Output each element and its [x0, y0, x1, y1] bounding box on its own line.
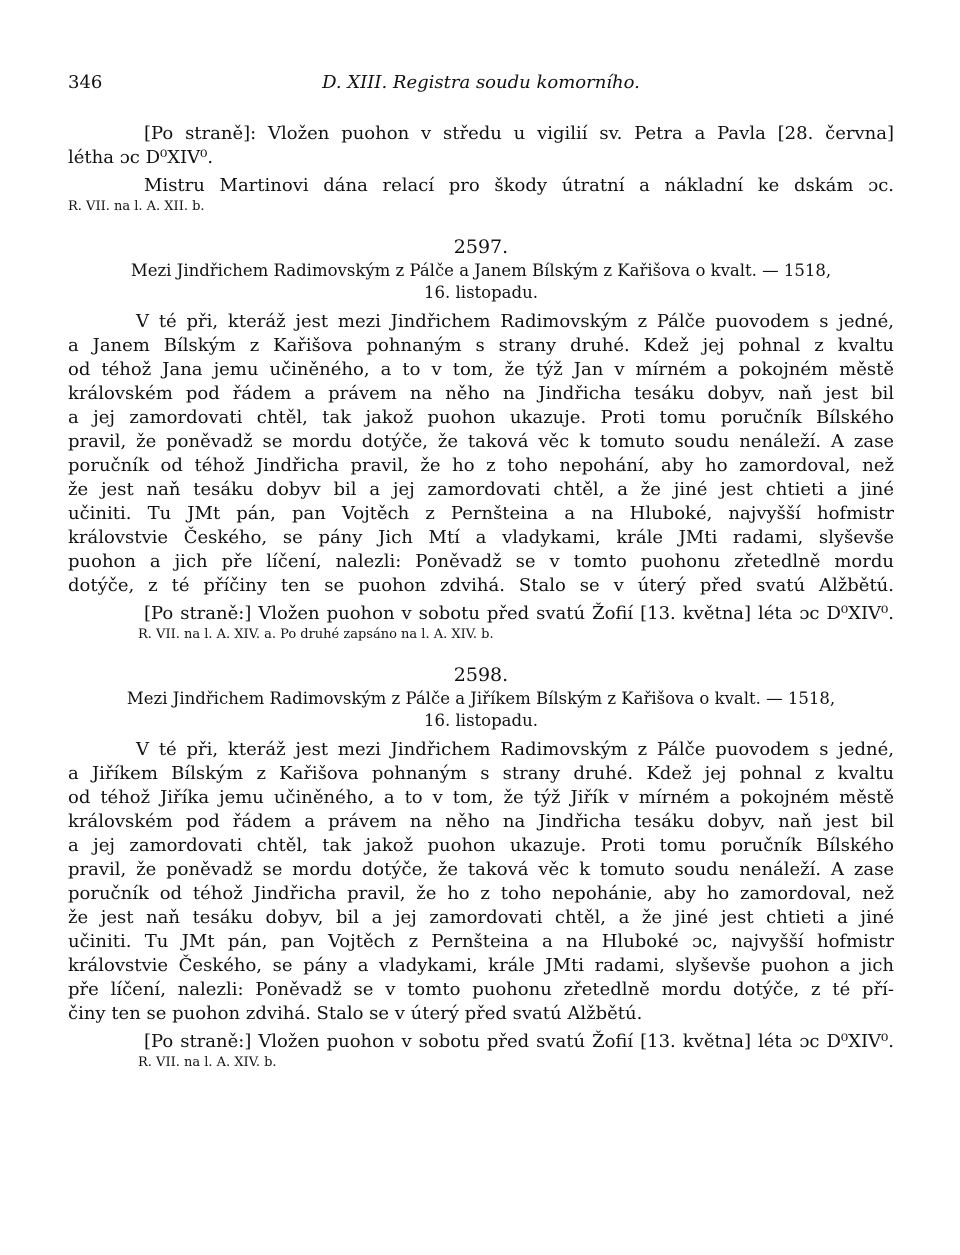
body-line: a jej zamordovati chtěl, tak jakož puohon ukazuje. Proti tomu poručník Bílského [68, 407, 894, 428]
intro-line: Mistru Martinovi dána relací pro škody útratní a nákladní ke dskám ɔc. [144, 175, 894, 196]
intro-line: [Po straně]: Vložen puohon v středu u vigilií sv. Petra a Pavla [28. června] [144, 123, 894, 144]
body-line: a Janem Bílským z Kařišova pohnaným s strany druhé. Kdež jej pohnal z kvaltu [68, 335, 894, 356]
body-line: poručník od téhož Jindřicha pravil, že ho z toho nepohánie, aby ho zamordoval, než [68, 883, 894, 904]
body-line: královstvie Českého, se pány a vladykami, krále JMti radami, slyševše puohon a jich [68, 955, 894, 976]
body-line: že jest naň tesáku dobyv bil a jej zamordovati chtěl, a že jiné jest chtieti a jiné [68, 479, 894, 500]
running-title: D. XIII. Registra soudu komorního. [322, 72, 640, 93]
entry-2598 [68, 662, 894, 1072]
body-line: královském pod řádem a právem na něho na Jindřicha tesáku dobyv, naň jest bil [68, 811, 894, 832]
entry-number: 2597. [453, 236, 509, 258]
body-line: poručník od téhož Jindřicha pravil, že ho z toho nepohání, aby ho zamordoval, než [68, 455, 894, 476]
body-line: od téhož Jana jemu učiněného, a to v tom, že týž Jan v mírném a pokojném městě [68, 359, 894, 380]
entry-title-line: Mezi Jindřichem Radimovským z Pálče a Janem Bílským z Kařišova o kvalt. — 1518, [130, 261, 832, 280]
body-line: učiniti. Tu JMt pán, pan Vojtěch z Pernšteina a na Hluboké, najvyšší hofmistr [68, 503, 894, 524]
body-line: a jej zamordovati chtěl, tak jakož puohon ukazuje. Proti tomu poručník Bílského [68, 835, 894, 856]
body-line: puohon a jich pře líčení, nalezli: Poněvadž se v tomto puohonu zřetedlně mordu [68, 551, 894, 572]
entry-title-line: 16. listopadu. [424, 711, 538, 730]
intro-line: létha ɔc D⁰XIV⁰. [68, 147, 214, 168]
body-line: dotýče, z té příčiny ten se puohon zdvihá. Stalo se v úterý před svatú Alžbětú. [68, 575, 894, 596]
intro-section [68, 122, 894, 216]
archive-reference: R. VII. na l. A. XII. b. [68, 199, 205, 214]
body-line: V té při, kteráž jest mezi Jindřichem Radimovským z Pálče puovodem s jedné, [136, 739, 894, 760]
archive-reference: R. VII. na l. A. XIV. b. [138, 1055, 277, 1070]
body-line: učiniti. Tu JMt pán, pan Vojtěch z Pernšteina a na Hluboké ɔc, najvyšší hofmistr [68, 931, 894, 952]
body-line: královském pod řádem a právem na něho na Jindřicha tesáku dobyv, naň jest bil [68, 383, 894, 404]
page-number: 346 [68, 72, 103, 93]
body-line: od téhož Jiříka jemu učiněného, a to v tom, že týž Jiřík v mírném a pokojném městě [68, 787, 894, 808]
body-line: královstvie Českého, se pány Jich Mtí a vladykami, krále JMti radami, slyševše [68, 527, 894, 548]
body-line: V té při, kteráž jest mezi Jindřichem Radimovským z Pálče puovodem s jedné, [136, 311, 894, 332]
running-header [68, 72, 894, 102]
body-line: pře líčení, nalezli: Poněvadž se v tomto puohonu zřetedlně mordu dotýče, z té pří- [68, 979, 894, 1000]
margin-note: [Po straně:] Vložen puohon v sobotu před svatú Žofií [13. května] léta ɔc D⁰XIV⁰. [144, 1031, 894, 1052]
entry-title-line: Mezi Jindřichem Radimovským z Pálče a Jiříkem Bílským z Kařišova o kvalt. — 1518, [126, 689, 836, 708]
body-line: činy ten se puohon zdvihá. Stalo se v úterý před svatú Alžbětú. [68, 1003, 643, 1024]
entry-number: 2598. [453, 664, 509, 686]
archive-reference: R. VII. na l. A. XIV. a. Po druhé zapsáno na l. A. XIV. b. [138, 627, 494, 642]
body-line: pravil, že poněvadž se mordu dotýče, že taková věc k tomuto soudu nenáleží. A zase [68, 431, 894, 452]
document-page [68, 72, 894, 1072]
entry-2597 [68, 234, 894, 644]
body-line: a Jiříkem Bílským z Kařišova pohnaným s strany druhé. Kdež jej pohnal z kvaltu [68, 763, 894, 784]
body-line: pravil, že poněvadž se mordu dotýče, že taková věc k tomuto soudu nenáleží. A zase [68, 859, 894, 880]
margin-note: [Po straně:] Vložen puohon v sobotu před svatú Žofií [13. května] léta ɔc D⁰XIV⁰. [144, 603, 894, 624]
body-line: že jest naň tesáku dobyv, bil a jej zamordovati chtěl, a že jiné jest chtieti a jiné [68, 907, 894, 928]
entry-title-line: 16. listopadu. [424, 283, 538, 302]
